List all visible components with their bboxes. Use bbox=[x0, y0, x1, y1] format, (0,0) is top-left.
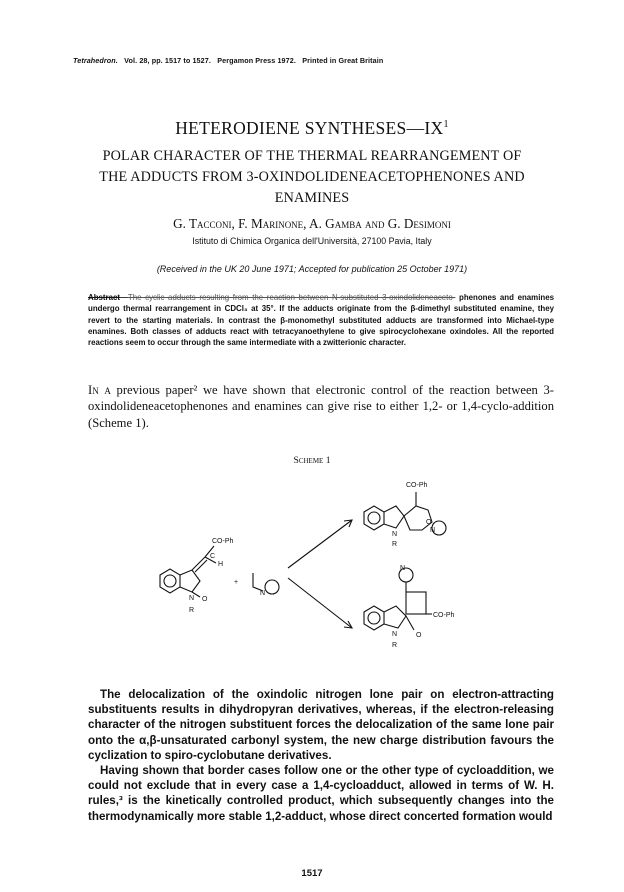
amine-ring bbox=[265, 580, 279, 594]
body-paragraph: Having shown that border cases follow one or the other type of cycloaddition, we could not exclude that in every case a 1,4-cycloadduct, allowed in terms of W. H. rules,³ is the kinetically controlled product, which subsequently changes into the thermodynamically more stable 1,2-adduct, whose direct concerted formation would bbox=[88, 764, 554, 823]
scheme-label-n-lower: N bbox=[392, 631, 398, 638]
intro-lead-in: In a bbox=[88, 383, 111, 397]
benzene-ring-lower bbox=[364, 606, 384, 630]
received-dates: (Received in the UK 20 June 1971; Accepted for publication 25 October 1971) bbox=[156, 264, 468, 274]
scheme-label-o-lower: O bbox=[416, 632, 422, 639]
scheme-label-r-upper: R bbox=[392, 541, 398, 548]
article-title bbox=[0, 118, 624, 139]
aromatic-circle bbox=[164, 575, 176, 587]
arrow-lower bbox=[288, 578, 352, 628]
scheme-label-r: R bbox=[189, 607, 195, 614]
oxindole-ring bbox=[180, 570, 200, 592]
article-subtitle bbox=[60, 146, 564, 209]
scheme-label-n-enamine: N bbox=[260, 590, 266, 597]
subtitle-line: THE ADDUCTS FROM 3-OXINDOLIDENEACETOPHENONES AND bbox=[99, 169, 525, 185]
subtitle-line: POLAR CHARACTER OF THE THERMAL REARRANGEMENT OF bbox=[102, 148, 522, 164]
pyran-ring bbox=[404, 506, 432, 530]
affiliation: Istituto di Chimica Organica dell'Università, 27100 Pavia, Italy bbox=[192, 236, 432, 246]
publisher: Pergamon Press 1972. bbox=[217, 56, 296, 65]
reaction-scheme bbox=[130, 470, 510, 680]
journal-name: Tetrahedron. bbox=[73, 56, 118, 65]
enamine-chain bbox=[253, 573, 263, 591]
cyclobutane-ring bbox=[406, 592, 426, 614]
author-list: G. Tacconi, F. Marinone, A. Gamba and G. Desimoni bbox=[173, 216, 451, 231]
scheme-label-n: N bbox=[189, 595, 195, 602]
subtitle-line: ENAMINES bbox=[274, 190, 350, 206]
intro-paragraph bbox=[88, 382, 554, 431]
scheme-label-co-ph: CO-Ph bbox=[212, 538, 234, 545]
intro-text: previous paper² we have shown that electronic control of the reaction between 3-oxindolideneacetophenones and enamines can give rise to either 1,2- or 1,4-cyclo-addition (Scheme 1). bbox=[88, 383, 554, 430]
benzene-ring bbox=[160, 569, 180, 593]
scheme-label-co-ph-lower: CO-Ph bbox=[433, 612, 455, 619]
abstract: Abstract—The cyclic adducts resulting from the reaction between N-substituted 3-oxindolideneaceto- phenones and enamines undergo thermal rearrangement in CDCl₃ at 35°. If the adducts originate from the β-dimethyl substituted enamine, they revert to the starting materials. In contrast the β-monomethyl substituted adducts are transformed into Michael-type enamines. Both classes of adducts react with tetracyanoethylene to give spirocyclohexane oxindoles. All the reported reactions seem to occur through the same intermediate with a zwitterionic character. bbox=[88, 293, 554, 348]
scheme-label-o: O bbox=[202, 596, 208, 603]
body-text bbox=[88, 687, 554, 824]
scheme-label-n-amine-upper: N bbox=[430, 527, 436, 534]
volume-details: Vol. 28, pp. 1517 to 1527. bbox=[124, 56, 211, 65]
abstract-text: phenones and enamines undergo thermal rearrangement in CDCl₃ at 35°. If the adducts originate from the β-dimethyl substituted enamine, they revert to the starting materials. In contrast the β-monomethyl substituted adducts are transformed into Michael-type enamines. Both classes of adducts react with tetracyanoethylene to give spirocyclohexane oxindoles. All the reported reactions seem to occur through the same intermediate with a zwitterionic character. bbox=[88, 293, 554, 348]
page-number: 1517 bbox=[301, 868, 323, 879]
scheme-label-h: H bbox=[218, 561, 224, 568]
printed-in: Printed in Great Britain bbox=[302, 56, 384, 65]
running-head bbox=[73, 56, 383, 65]
scheme-label-c: C bbox=[210, 553, 216, 560]
benzene-ring-upper bbox=[364, 506, 384, 530]
scheme-label: Scheme 1 bbox=[293, 455, 331, 466]
title-footnote-mark: 1 bbox=[443, 119, 449, 131]
title-main: HETERODIENE SYNTHESES—IX bbox=[175, 118, 444, 138]
scheme-label-co-ph-upper: CO-Ph bbox=[406, 482, 428, 489]
abstract-smeared-text: The cyclic adducts resulting from the reaction between N-substituted 3-oxindolideneaceto- bbox=[127, 293, 456, 302]
body-paragraph: The delocalization of the oxindolic nitrogen lone pair on electron-attracting substituents results in dihydropyran derivatives, whereas, if the electron-releasing character of the nitrogen substituent forces the delocalization of the same lone pair onto the α,β-unsaturated carbonyl system, the new charge distribution favours the cyclization to spiro-cyclobutane derivatives. bbox=[88, 688, 554, 762]
arrow-upper bbox=[288, 520, 352, 568]
scheme-label-o-upper: O bbox=[426, 519, 432, 526]
scheme-label-plus: + bbox=[234, 579, 239, 586]
scheme-label-r-lower: R bbox=[392, 642, 398, 649]
abstract-label: Abstract bbox=[88, 293, 121, 302]
scheme-label-n-amine-lower: N bbox=[400, 565, 406, 572]
scheme-label-n-upper: N bbox=[392, 531, 398, 538]
